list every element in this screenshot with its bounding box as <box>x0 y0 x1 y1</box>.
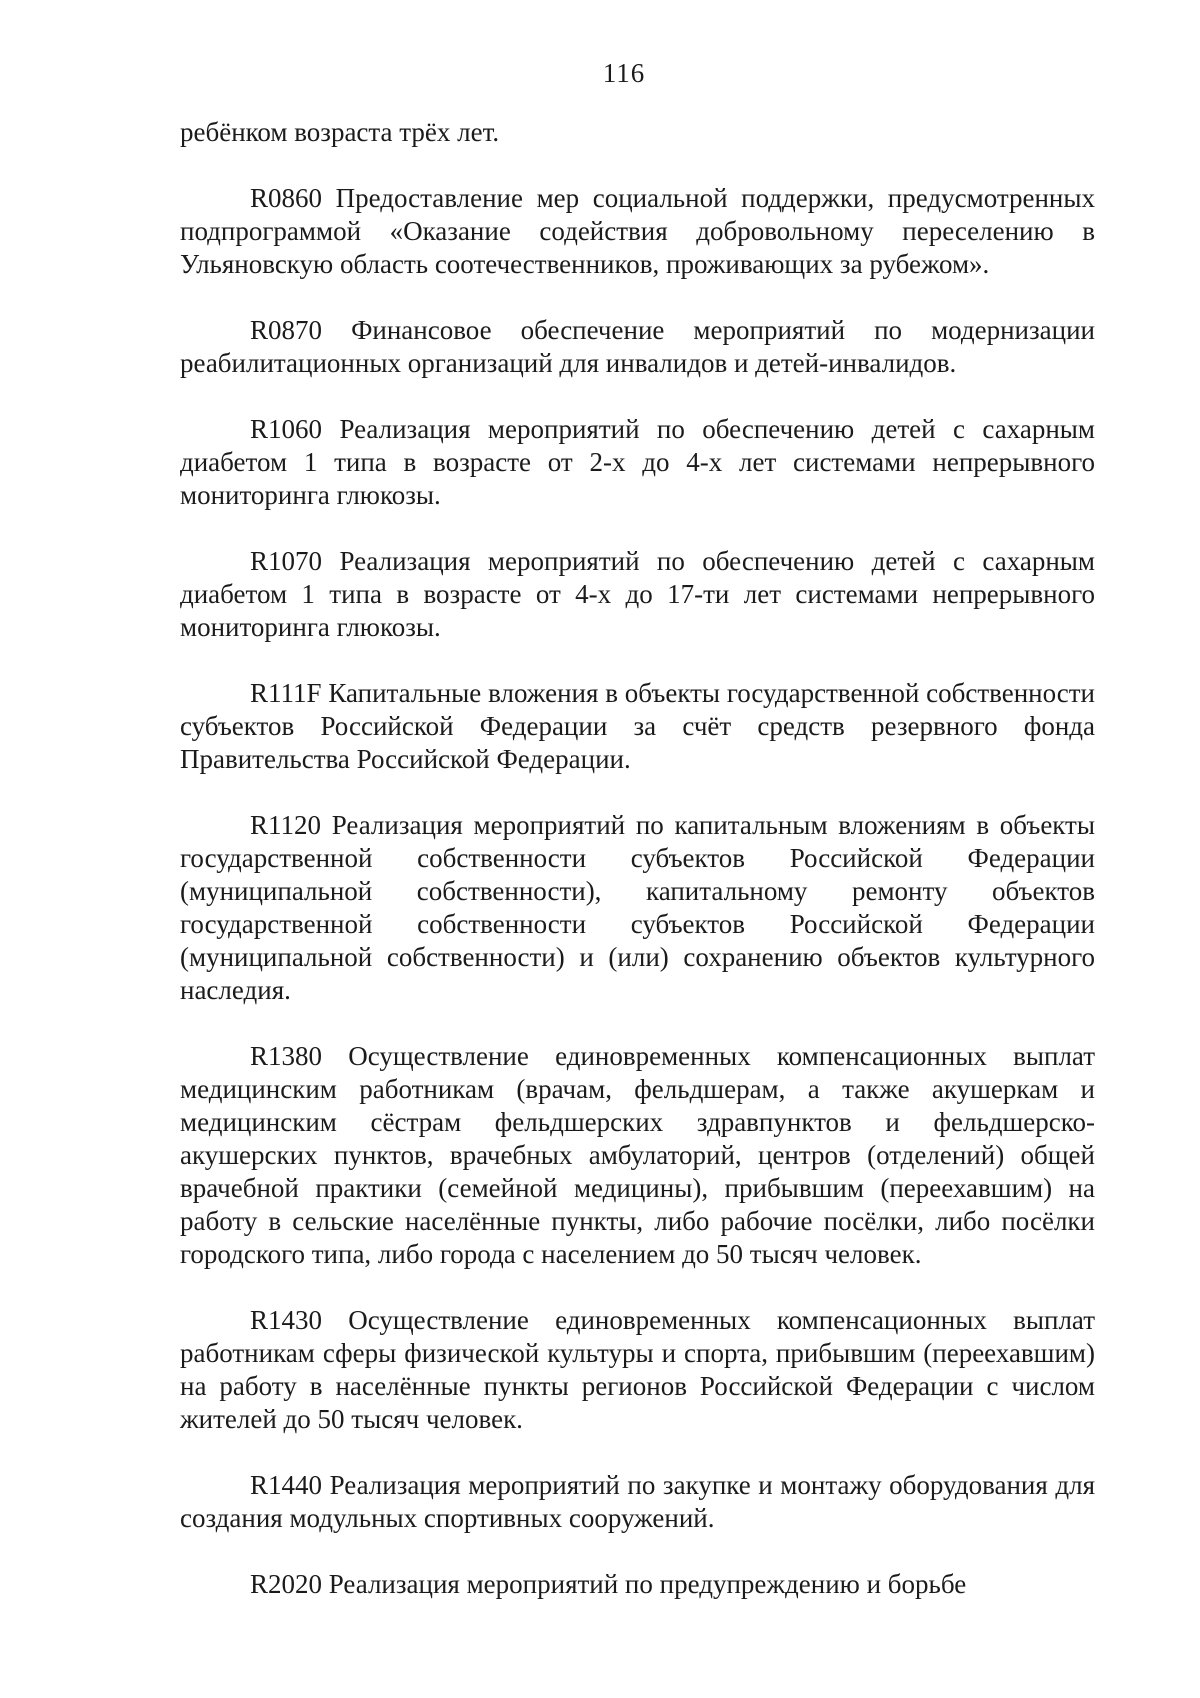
paragraph-text: Осуществление единовременных компенсационных выплат работникам сферы физической культуры и спорта, прибывшим (переехавшим) на работу в населённые пункты регионов Российской Федерации с числом жителей до 50 тысяч человек. <box>180 1305 1096 1434</box>
page-number: 116 <box>602 58 646 88</box>
budget-code: R1380 <box>250 1041 323 1071</box>
budget-code: R1120 <box>250 810 322 840</box>
paragraph-text: Реализация мероприятий по обеспечению детей с сахарным диабетом 1 типа в возрасте от 4-х до 17-ти лет системами непрерывного мониторинга глюкозы. <box>180 546 1096 642</box>
paragraph-text: Осуществление единовременных компенсационных выплат медицинским работникам (врачам, фельдшерам, а также акушеркам и медицинским сёстрам фельдшерских здравпунктов и фельдшерско-акушерских пунктов, врачебных амбулаторий, центров (отделений) общей врачебной практики (семейной медицины), прибывшим (переехавшим) на работу в сельские населённые пункты, либо рабочие посёлки, либо посёлки городского типа, либо города с населением до 50 тысяч человек. <box>180 1041 1096 1269</box>
paragraph-text: Финансовое обеспечение мероприятий по модернизации реабилитационных организаций для инвалидов и детей-инвалидов. <box>180 315 1096 378</box>
budget-code: R1070 <box>250 546 323 576</box>
budget-code: R1430 <box>250 1305 323 1335</box>
paragraph-r0870 <box>180 314 1095 380</box>
paragraph-r111f <box>180 677 1095 776</box>
paragraph-r1120 <box>180 809 1095 1007</box>
budget-code: R1440 <box>250 1470 323 1500</box>
paragraph-r0860 <box>180 182 1095 281</box>
paragraph-r2020 <box>180 1568 1095 1601</box>
paragraph-text: Реализация мероприятий по предупреждению и борьбе <box>328 1569 967 1599</box>
paragraph-text: Реализация мероприятий по капитальным вложениям в объекты государственной собственности субъектов Российской Федерации (муниципальной собственности), капитальному ремонту объектов государственной собственности субъектов Российской Федерации (муниципальной собственности) и (или) сохранению объектов культурного наследия. <box>180 810 1096 1005</box>
paragraph-r1440 <box>180 1469 1095 1535</box>
paragraph-text: Реализация мероприятий по обеспечению детей с сахарным диабетом 1 типа в возрасте от 2-х до 4-х лет системами непрерывного мониторинга глюкозы. <box>180 414 1096 510</box>
paragraph-r1070 <box>180 545 1095 644</box>
paragraph-r1060 <box>180 413 1095 512</box>
budget-code: R2020 <box>250 1569 323 1599</box>
budget-code: R0860 <box>250 183 323 213</box>
paragraph-text: Предоставление мер социальной поддержки, предусмотренных подпрограммой «Оказание содействия добровольному переселению в Ульяновскую область соотечественников, проживающих за рубежом». <box>180 183 1095 279</box>
budget-code: R111F <box>250 678 322 708</box>
budget-code: R1060 <box>250 414 323 444</box>
continuation-text: ребёнком возраста трёх лет. <box>180 117 500 147</box>
budget-code: R0870 <box>250 315 323 345</box>
paragraph-text: Реализация мероприятий по закупке и монтажу оборудования для создания модульных спортивных сооружений. <box>180 1470 1095 1533</box>
document-body <box>180 116 1095 1601</box>
paragraph-r1380 <box>180 1040 1095 1271</box>
paragraph-text: Капитальные вложения в объекты государственной собственности субъектов Российской Федерации за счёт средств резервного фонда Правительства Российской Федерации. <box>180 678 1095 774</box>
paragraph-r1430 <box>180 1304 1095 1436</box>
